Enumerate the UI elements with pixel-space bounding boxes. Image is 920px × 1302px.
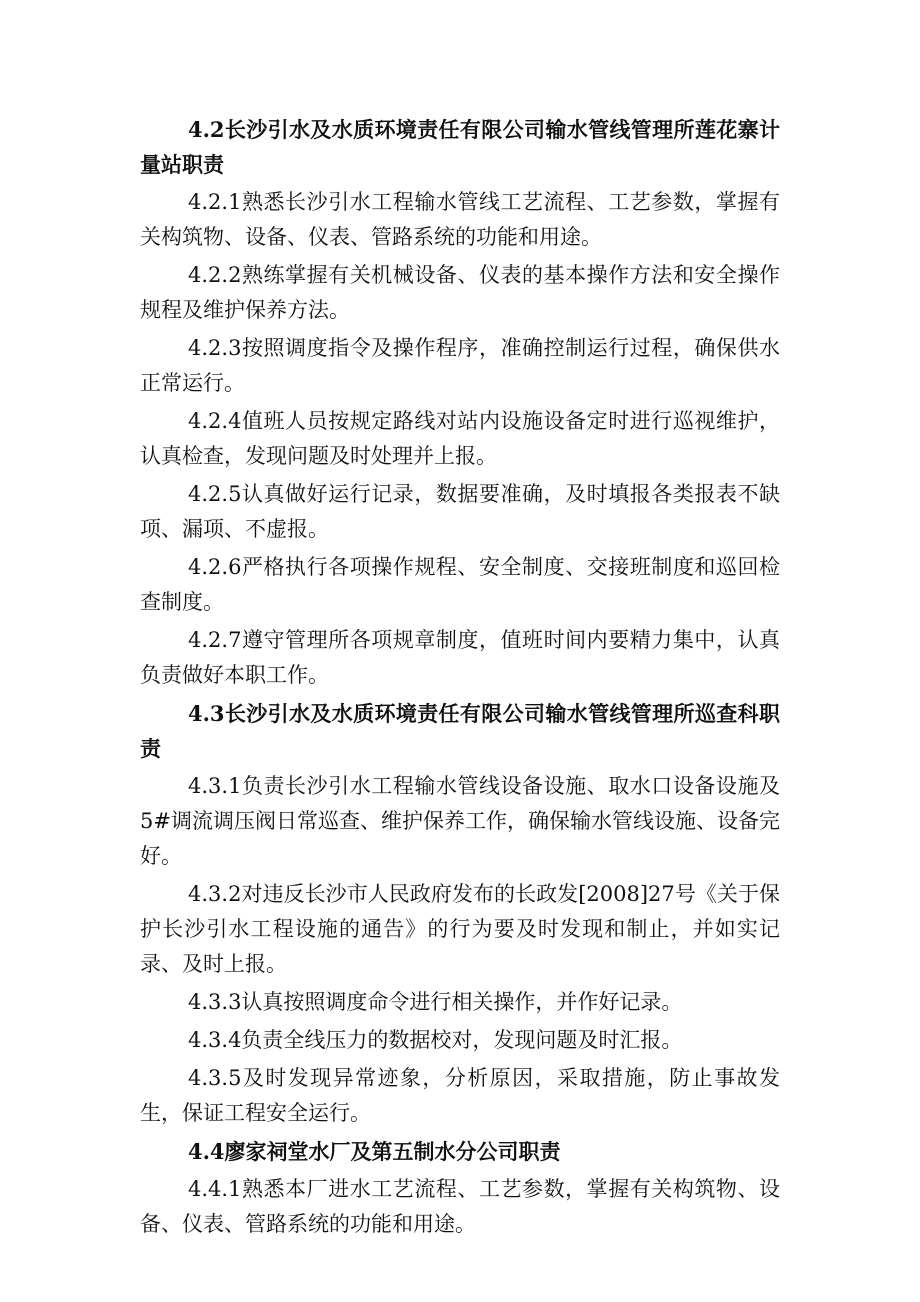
clause-4-3-3: 4.3.3认真按照调度命令进行相关操作，并作好记录。 xyxy=(188,990,683,1014)
clause-4-4-1: 4.4.1熟悉本厂进水工艺流程、工艺参数，掌握有关构筑物、设备、仪表、管路系统的功能和用途。 xyxy=(140,1177,780,1236)
document-page xyxy=(140,112,780,1245)
clause-4-3-5: 4.3.5及时发现异常迹象，分析原因，采取措施，防止事故发生，保证工程安全运行。 xyxy=(140,1066,780,1125)
clause-4-3-1: 4.3.1负责长沙引水工程输水管线设备设施、取水口设备设施及5#调流调压阀日常巡查、维护保养工作，确保输水管线设施、设备完好。 xyxy=(140,774,780,868)
clause-4-3-2: 4.3.2对违反长沙市人民政府发布的长政发[2008]27号《关于保护长沙引水工程设施的通告》的行为要及时发现和制止，并如实记录、及时上报。 xyxy=(140,882,780,976)
clause-4-2-2: 4.2.2熟练掌握有关机械设备、仪表的基本操作方法和安全操作规程及维护保养方法。 xyxy=(140,263,780,322)
clause-4-2-4: 4.2.4值班人员按规定路线对站内设施设备定时进行巡视维护，认真检查，发现问题及时处理并上报。 xyxy=(140,409,780,468)
clause-4-2-7: 4.2.7遵守管理所各项规章制度，值班时间内要精力集中，认真负责做好本职工作。 xyxy=(140,628,780,687)
section-heading-4-2: 4.2长沙引水及水质环境责任有限公司输水管线管理所莲花寨计量站职责 xyxy=(140,117,780,177)
clause-4-3-4: 4.3.4负责全线压力的数据校对，发现问题及时汇报。 xyxy=(188,1028,683,1052)
clause-4-2-3: 4.2.3按照调度指令及操作程序，准确控制运行过程，确保供水正常运行。 xyxy=(140,336,780,395)
section-heading-4-4: 4.4廖家祠堂水厂及第五制水分公司职责 xyxy=(188,1139,561,1164)
section-heading-4-3: 4.3长沙引水及水质环境责任有限公司输水管线管理所巡查科职责 xyxy=(140,701,780,761)
clause-4-2-5: 4.2.5认真做好运行记录，数据要准确，及时填报各类报表不缺项、漏项、不虚报。 xyxy=(140,482,780,541)
clause-4-2-6: 4.2.6严格执行各项操作规程、安全制度、交接班制度和巡回检查制度。 xyxy=(140,555,780,614)
clause-4-2-1: 4.2.1熟悉长沙引水工程输水管线工艺流程、工艺参数，掌握有关构筑物、设备、仪表、管路系统的功能和用途。 xyxy=(140,190,780,249)
